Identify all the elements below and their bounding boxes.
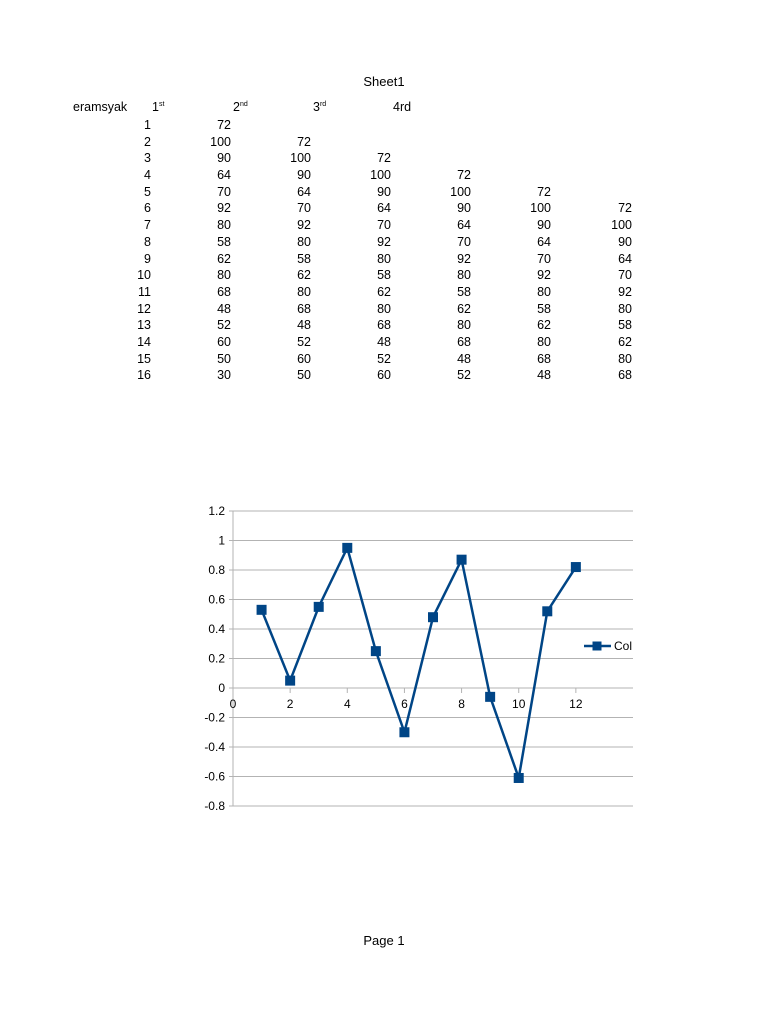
x-tick-label: 0 [229,697,237,711]
x-tick-label: 12 [569,697,583,711]
table-cell: 62 [618,334,632,349]
table-cell: 80 [618,301,632,316]
table-cell: 62 [377,284,391,299]
y-tick-label: 0.4 [208,622,225,636]
table-cell: 70 [297,201,311,216]
table-cell: 60 [217,334,231,349]
table-cell: 100 [210,134,231,149]
y-tick-label: -0.6 [204,769,225,784]
data-point [571,562,581,572]
y-tick-label: 1.2 [208,504,225,518]
table-cell: 50 [217,351,231,366]
table-cell: 80 [377,251,391,266]
header-col4: 4rd [393,100,412,114]
table-cell: 72 [618,201,632,216]
x-tick-label: 2 [286,697,294,711]
data-point [457,555,467,565]
table-cell: 8 [144,234,151,249]
y-tick-label: -0.8 [204,799,225,813]
data-point [285,676,295,686]
table-cell: 15 [137,351,151,366]
table-cell: 68 [618,368,632,383]
legend-marker [593,642,602,651]
table-cell: 58 [537,301,551,316]
table-cell: 70 [537,251,551,266]
table-cell: 52 [457,368,471,383]
table-cell: 60 [377,368,391,383]
table-cell: 3 [144,151,151,166]
table-cell: 100 [370,168,391,183]
table-cell: 68 [297,301,311,316]
table-cell: 80 [457,318,471,333]
table-cell: 62 [297,268,311,283]
series-line [262,548,576,778]
table-cell: 68 [457,334,471,349]
y-tick-label: 0.6 [208,592,225,607]
data-point [257,605,267,615]
y-tick-label: -0.2 [204,710,225,725]
table-cell: 13 [137,318,151,333]
table-cell: 80 [217,268,231,283]
data-point [542,606,552,616]
table-cell: 68 [217,284,231,299]
table-cell: 6 [144,201,151,216]
table-cell: 10 [137,268,151,283]
table-cell: 58 [377,268,391,283]
table-cell: 80 [537,334,551,349]
table-cell: 72 [377,151,391,166]
table-cell: 92 [537,268,551,283]
table-cell: 16 [137,368,151,383]
data-point [371,646,381,656]
y-tick-label: 0.2 [208,651,225,666]
table-cell: 9 [144,251,151,266]
table-cell: 80 [457,268,471,283]
header-label: eramsyak [73,100,128,114]
table-cell: 90 [217,151,231,166]
table-cell: 92 [618,284,632,299]
table-cell: 92 [457,251,471,266]
data-point [428,612,438,622]
table-cell: 5 [144,184,151,199]
table-cell: 70 [457,234,471,249]
table-cell: 48 [377,334,391,349]
table-cell: 11 [138,284,151,299]
table-cell: 64 [618,251,632,266]
table-cell: 50 [297,368,311,383]
data-point [399,727,409,737]
table-cell: 60 [297,351,311,366]
table-cell: 14 [137,334,151,349]
table-cell: 80 [618,351,632,366]
table-cell: 70 [377,218,391,233]
table-cell: 48 [297,318,311,333]
y-tick-label: -0.4 [204,740,225,754]
table-cell: 72 [457,168,471,183]
table-cell: 7 [144,218,151,233]
legend-label: Col [614,639,633,653]
table-cell: 48 [217,301,231,316]
table-cell: 72 [297,134,311,149]
table-cell: 92 [377,234,391,249]
data-point [314,602,324,612]
table-cell: 64 [537,234,551,249]
x-tick-label: 4 [343,697,351,711]
table-cell: 62 [457,301,471,316]
header-col1-text: 1 [152,100,159,114]
table-cell: 58 [618,318,632,333]
y-tick-label: 1 [218,533,225,548]
table-cell: 2 [144,134,151,149]
header-col3-sup: rd [319,101,327,108]
table-cell: 4 [144,168,151,183]
y-tick-label: 0.8 [208,563,225,577]
x-tick-label: 8 [458,697,465,711]
table-cell: 92 [217,201,231,216]
table-cell: 64 [457,218,471,233]
table-cell: 64 [297,184,311,199]
data-point [485,692,495,702]
table-cell: 90 [537,218,551,233]
table-cell: 90 [297,168,311,183]
table-cell: 80 [217,218,231,233]
table-cell: 62 [217,251,231,266]
table-cell: 90 [377,184,391,199]
table-cell: 100 [611,218,632,233]
table-cell: 80 [297,284,311,299]
table-cell: 70 [217,184,231,199]
table-cell: 58 [457,284,471,299]
table-cell: 68 [377,318,391,333]
table-cell: 30 [217,368,231,383]
header-col2-text: 2 [233,100,240,114]
table-cell: 100 [530,201,551,216]
table-cell: 72 [217,118,231,132]
table-cell: 48 [537,368,551,383]
x-tick-label: 6 [401,697,408,711]
table-cell: 72 [537,184,551,199]
table-cell: 1 [144,118,151,132]
table-cell: 52 [377,351,391,366]
data-point [342,543,352,553]
header-col3-text: 3 [313,100,320,114]
table-cell: 90 [457,201,471,216]
table-cell: 52 [217,318,231,333]
table-cell: 68 [537,351,551,366]
table-cell: 64 [217,168,231,183]
table-cell: 92 [297,218,311,233]
sheet-title: Sheet1 [363,74,405,89]
table-cell: 62 [537,318,551,333]
table-cell: 80 [297,234,311,249]
table-cell: 90 [618,234,632,249]
table-cell: 52 [297,334,311,349]
table-cell: 100 [290,151,311,166]
table-cell: 64 [377,201,391,216]
table-cell: 58 [297,251,311,266]
header-col2-sup: nd [239,101,248,108]
table-cell: 100 [450,184,471,199]
data-point [514,773,524,783]
table-cell: 80 [537,284,551,299]
table-cell: 80 [377,301,391,316]
table-cell: 70 [618,268,632,283]
table-cell: 48 [457,351,471,366]
table-cell: 58 [217,234,231,249]
header-col1-sup: st [158,101,165,108]
table-cell: 12 [137,301,151,316]
y-tick-label: 0 [218,681,225,695]
x-tick-label: 10 [512,697,526,711]
page-footer: Page 1 [363,933,405,948]
